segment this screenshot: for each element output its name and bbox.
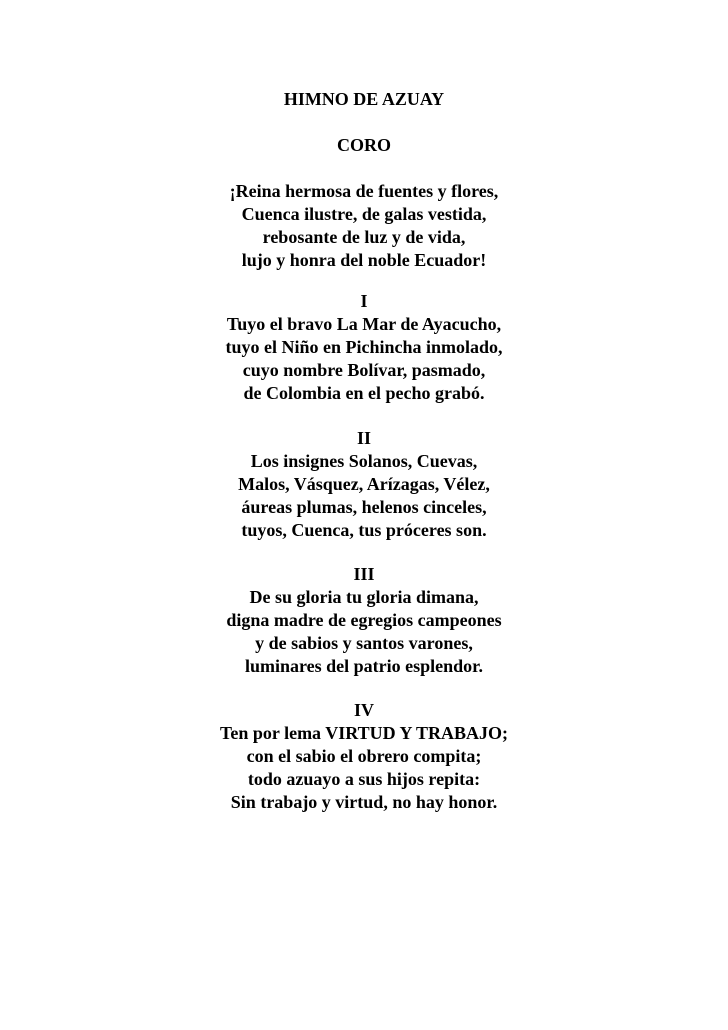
stanza-line: con el sabio el obrero compita; <box>246 746 482 766</box>
chorus-line: Cuenca ilustre, de galas vestida, <box>241 204 487 224</box>
stanza-numeral: III <box>353 564 375 584</box>
chorus-line: rebosante de luz y de vida, <box>262 227 466 247</box>
stanza-line: digna madre de egregios campeones <box>226 610 502 630</box>
stanza-3 <box>204 563 524 678</box>
stanza-line: áureas plumas, helenos cinceles, <box>241 497 487 517</box>
stanza-line: Malos, Vásquez, Arízagas, Vélez, <box>238 474 490 494</box>
chorus-heading: CORO <box>337 135 391 155</box>
stanza-line: tuyos, Cuenca, tus próceres son. <box>241 520 487 540</box>
stanza-line: luminares del patrio esplendor. <box>244 656 484 676</box>
chorus-line: ¡Reina hermosa de fuentes y flores, <box>229 181 499 201</box>
stanza-line: cuyo nombre Bolívar, pasmado, <box>242 360 486 380</box>
stanza-4 <box>204 699 524 814</box>
stanza-line: Los insignes Solanos, Cuevas, <box>250 451 478 471</box>
stanza-line: Tuyo el bravo La Mar de Ayacucho, <box>226 314 502 334</box>
stanza-line: tuyo el Niño en Pichincha inmolado, <box>225 337 503 357</box>
stanza-line: y de sabios y santos varones, <box>255 633 473 653</box>
stanza-numeral: I <box>360 291 368 311</box>
document-title <box>204 88 524 111</box>
chorus-heading-block <box>204 134 524 157</box>
stanza-line: de Colombia en el pecho grabó. <box>243 383 485 403</box>
stanza-line: todo azuayo a sus hijos repita: <box>247 769 481 789</box>
stanza-line: Ten por lema VIRTUD Y TRABAJO; <box>220 723 508 743</box>
hymn-title: HIMNO DE AZUAY <box>283 89 445 109</box>
chorus-line: lujo y honra del noble Ecuador! <box>241 250 487 270</box>
chorus <box>204 180 524 272</box>
stanza-line: De su gloria tu gloria dimana, <box>249 587 479 607</box>
stanza-1 <box>204 290 524 405</box>
stanza-2 <box>204 427 524 542</box>
stanza-line: Sin trabajo y virtud, no hay honor. <box>230 792 498 812</box>
stanza-numeral: IV <box>353 700 374 720</box>
stanza-numeral: II <box>356 428 371 448</box>
